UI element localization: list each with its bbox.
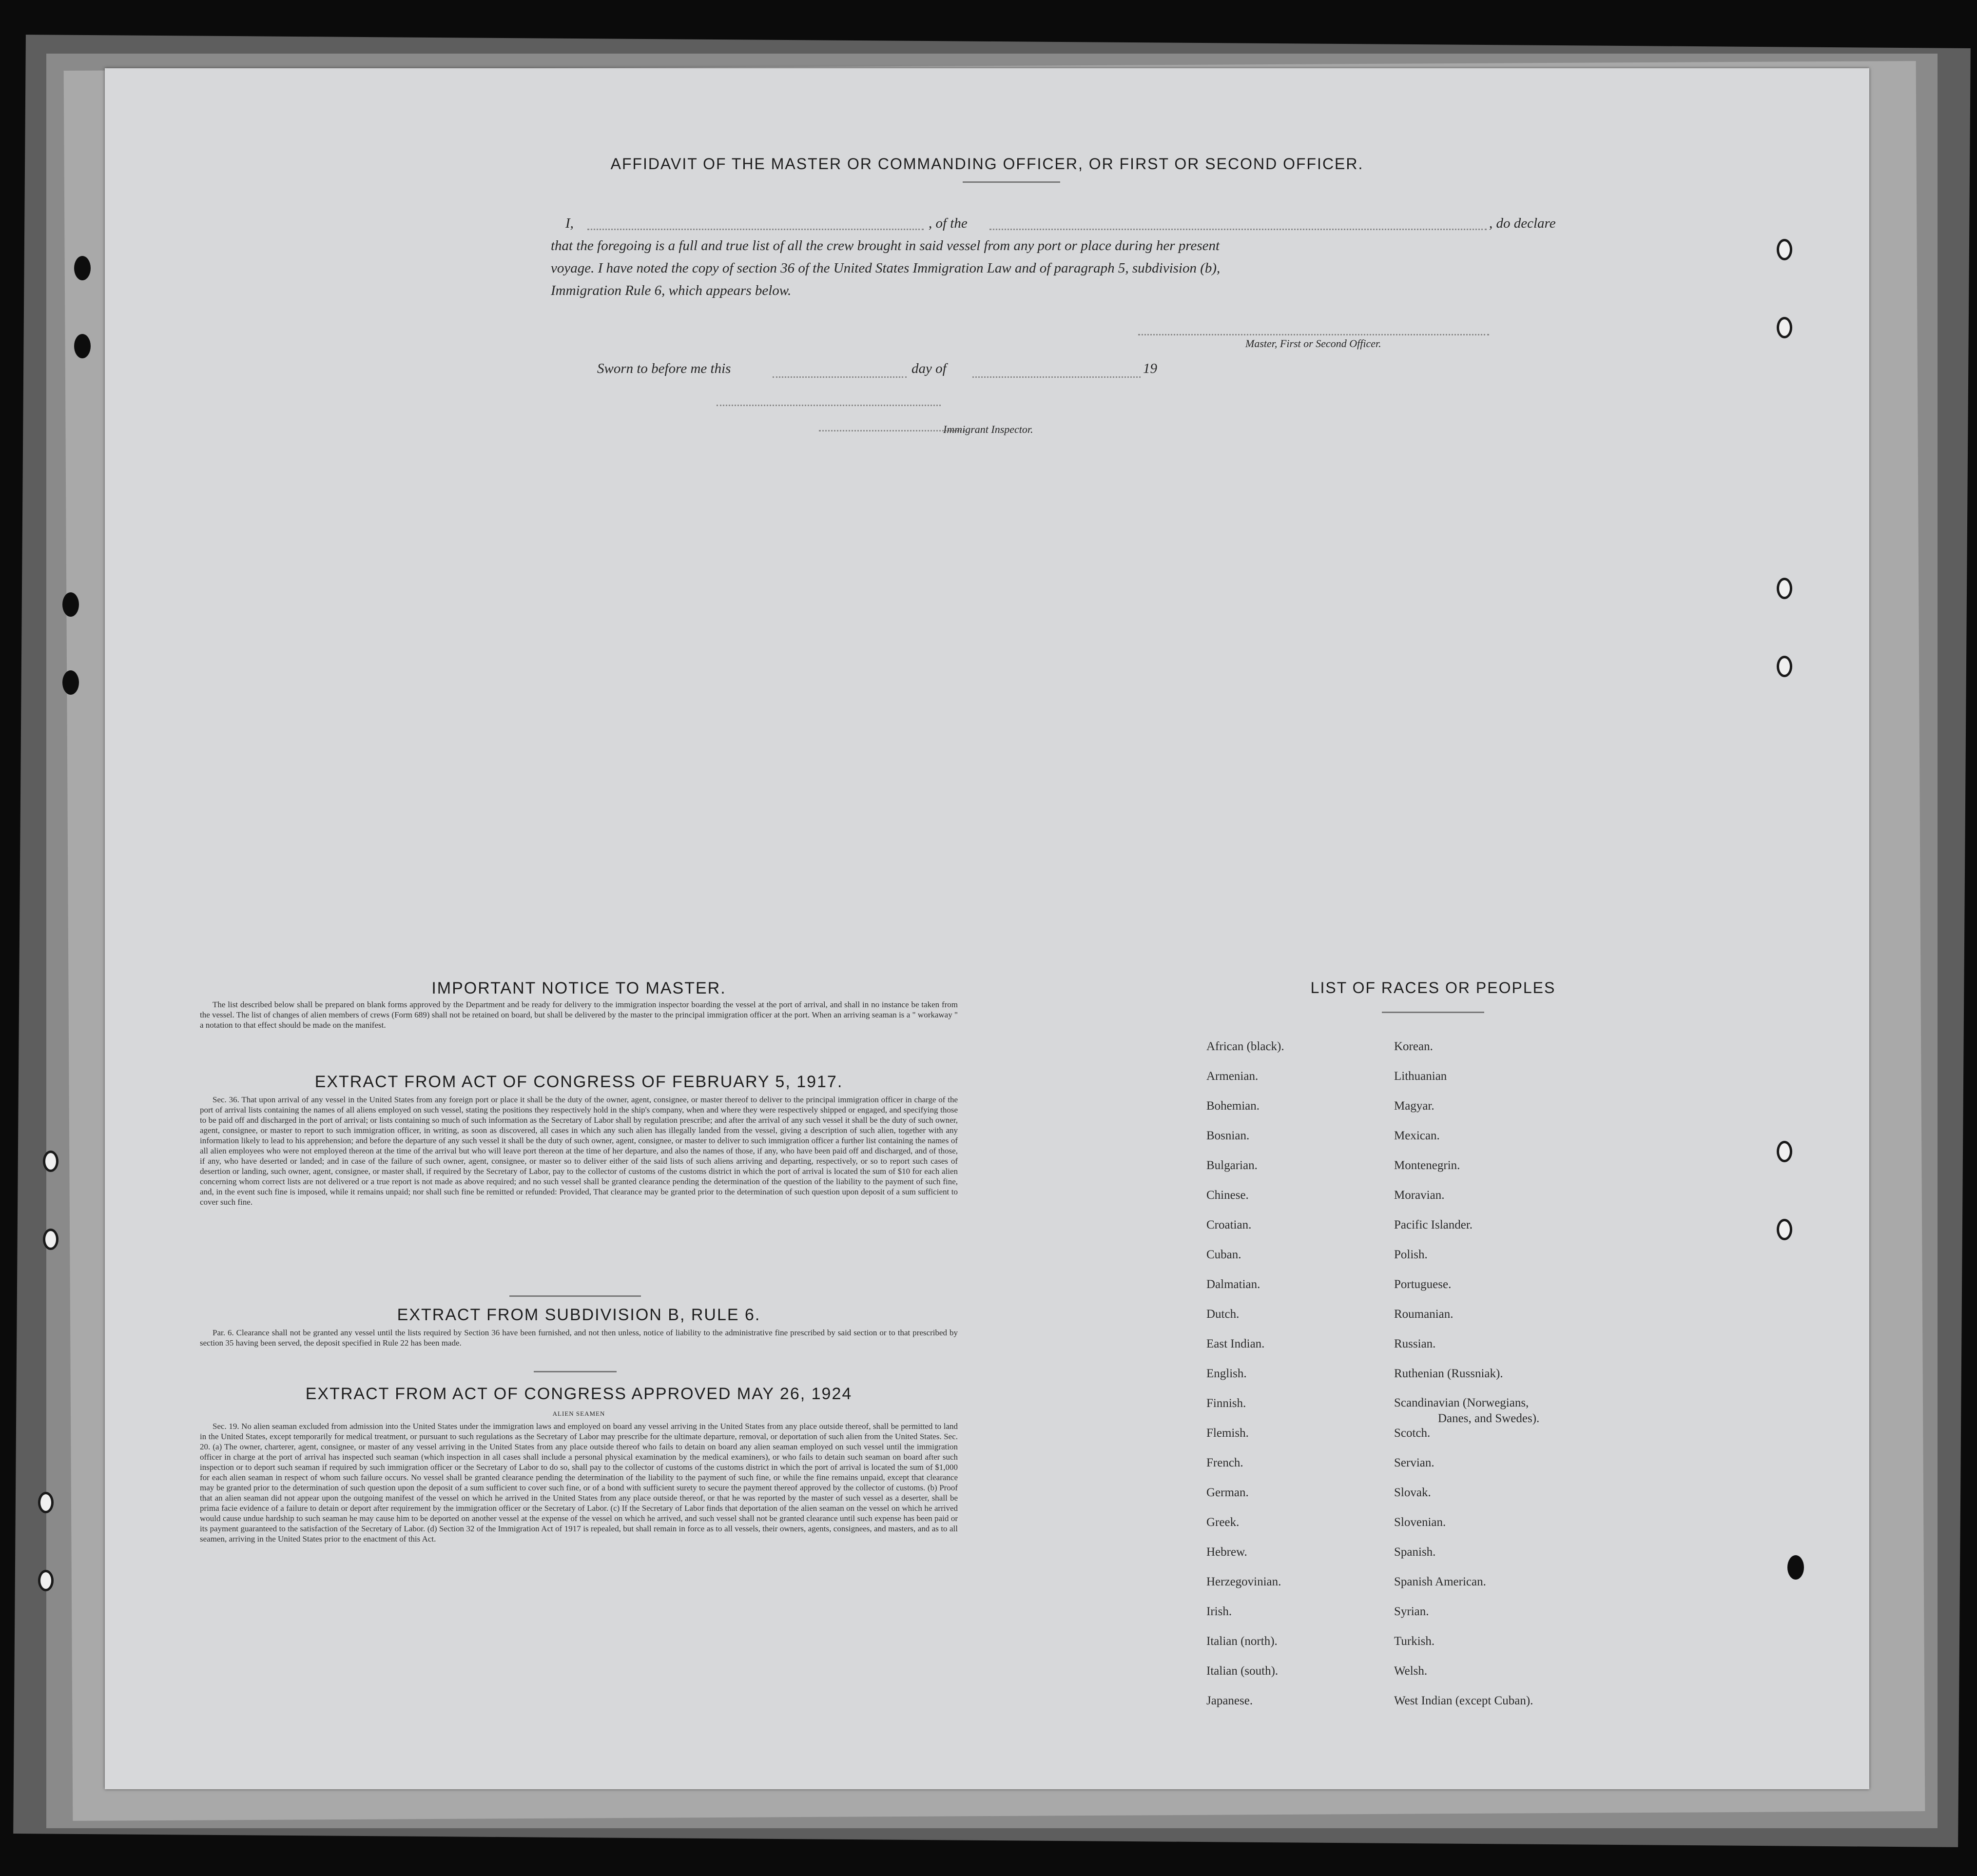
- race-item-multiline: [1394, 1388, 1540, 1425]
- race-item: Pacific Islander.: [1394, 1218, 1473, 1231]
- punch-hole: [1777, 578, 1792, 599]
- divider: [963, 181, 1060, 183]
- race-item: Lithuanian: [1394, 1070, 1447, 1083]
- race-item: Italian (south).: [1206, 1664, 1279, 1678]
- race-item: Dutch.: [1206, 1308, 1240, 1321]
- notice-body: The list described below shall be prepared on blank forms approved by the Department and be ready for delivery to the immigration inspector boarding the vessel at the port of arrival, and shall in no instance be taken from the vessel. The list of changes of alien members of crews (Form 689) shall not be retained on board, but shall be delivered by the master to the principal immigration officer at the port. When an arriving seaman is a " workaway " a notation to that effect should be made on the manifest.: [200, 1000, 958, 1030]
- affidavit-line3: voyage. I have noted the copy of section 36 of the United States Immigration Law and of paragraph 5, subdivision (b),: [551, 260, 1221, 276]
- race-item: Finnish.: [1206, 1397, 1246, 1410]
- affidavit-line2: that the foregoing is a full and true list of all the crew brought in said vessel from any port or place during her present: [551, 238, 1220, 254]
- race-item: Welsh.: [1394, 1664, 1428, 1678]
- race-item: African (black).: [1206, 1040, 1284, 1053]
- races-heading: LIST OF RACES OR PEOPLES: [1310, 979, 1556, 997]
- master-label: Master, First or Second Officer.: [1245, 337, 1381, 350]
- race-item: German.: [1206, 1486, 1249, 1499]
- race-item: Spanish American.: [1394, 1575, 1486, 1588]
- affidavit-line1-c: , do declare: [1489, 215, 1556, 231]
- race-item: Polish.: [1394, 1248, 1428, 1261]
- sworn-line: [551, 361, 1184, 380]
- race-item: Roumanian.: [1394, 1308, 1454, 1321]
- sworn-text-a: Sworn to before me this: [597, 361, 731, 376]
- extract-rule6-heading: EXTRACT FROM SUBDIVISION B, RULE 6.: [397, 1306, 761, 1324]
- extract-1924-body: Sec. 19. No alien seaman excluded from admission into the United States under the immigration laws and employed on board any vessel arriving in the United States from any place outside thereof, shall be permitted to land in the United States, except temporarily for medical treatment, or pursuant to such regulations as the Secretary of Labor may prescribe for the ultimate departure, removal, or deportation of such alien from the United States. Sec. 20. (a) The owner, charterer, agent, consignee, or master of any vessel arriving in the United States from any place outside thereof who fails to detain on board any alien seaman employed on such vessel until the immigration officer in charge at the port of arrival has inspected such seaman (which inspection in all cases shall include a personal physical examination by the medical examiners), or who fails to detain such seaman on board after such inspection or to deport such seaman if required by such immigration officer or the Secretary of Labor to do so, shall pay to the collector of customs of the customs district in which the port of arrival is located the sum of $1,000 for each alien seaman in respect of whom such failure occurs. No vessel shall be granted clearance pending the determination of the liability to the payment of such fine, or while the fine remains unpaid, except that clearance may be granted prior to the determination of such question upon the deposit of a sum sufficient to cover such fine, or of a bond with sufficient surety to secure the payment thereof approved by the collector of customs. (b) Proof that an alien seaman did not appear upon the outgoing manifest of the vessel on which he arrived in the United States from any place outside thereof, or that he was reported by the master of such vessel as a deserter, shall be prima facie evidence of a failure to detain or deport after requirement by the immigration officer or the Secretary of Labor. (c) If the Secretary of Labor finds that deportation of the alien seaman on the vessel on which he arrived would cause undue hardship to such seaman he may cause him to be deported on another vessel at the expense of the vessel on which he arrived, and such vessel shall not be granted clearance until such expense has been paid or its payment guaranteed to the satisfaction of the Secretary of Labor. (d) Section 32 of the Immigration Act of 1917 is repealed, but shall remain in force as to all vessels, their owners, agents, consignees, and masters, and as to all seamen, arriving in the United States prior to the enactment of this Act.: [200, 1422, 958, 1544]
- race-item: Bohemian.: [1206, 1099, 1260, 1113]
- punch-hole: [1777, 656, 1792, 677]
- race-item: Italian (north).: [1206, 1635, 1278, 1648]
- race-item: Irish.: [1206, 1605, 1232, 1618]
- race-item: Slovak.: [1394, 1486, 1431, 1499]
- binder-hole: [74, 334, 91, 358]
- divider: [534, 1371, 617, 1372]
- extract-rule6-body: Par. 6. Clearance shall not be granted any vessel until the lists required by Section 36 have been furnished, and not then unless, notice of liability to the administrative fine prescribed by said section or to that prescribed by section 35 having been served, the deposit specified in Rule 22 has been made.: [200, 1328, 958, 1348]
- affidavit-line4: Immigration Rule 6, which appears below.: [551, 283, 792, 298]
- binder-hole: [43, 1151, 58, 1172]
- punch-hole: [1787, 1555, 1804, 1580]
- divider: [1382, 1012, 1484, 1013]
- race-item: Slovenian.: [1394, 1516, 1446, 1529]
- notice-heading: IMPORTANT NOTICE TO MASTER.: [431, 979, 726, 997]
- race-item: Chinese.: [1206, 1189, 1249, 1202]
- punch-hole: [1777, 1141, 1792, 1162]
- race-item: Dalmatian.: [1206, 1278, 1260, 1291]
- races-col-2: [1394, 1032, 1539, 1716]
- binder-hole: [38, 1570, 54, 1591]
- inspector-label: Immigrant Inspector.: [943, 423, 1033, 435]
- race-item: Herzegovinian.: [1206, 1575, 1281, 1588]
- race-item: Armenian.: [1206, 1070, 1259, 1083]
- race-item: Greek.: [1206, 1516, 1240, 1529]
- race-item: Bosnian.: [1206, 1129, 1250, 1142]
- race-item: Turkish.: [1394, 1635, 1435, 1648]
- seal-line: [717, 405, 941, 406]
- affidavit-line1-a: I,: [565, 215, 574, 231]
- master-signature-field[interactable]: [1138, 334, 1489, 335]
- binder-hole: [38, 1492, 54, 1513]
- race-item: Bulgarian.: [1206, 1159, 1258, 1172]
- affidavit-text: [551, 212, 1579, 302]
- race-item: English.: [1206, 1367, 1247, 1380]
- race-item: Cuban.: [1206, 1248, 1241, 1261]
- race-item: East Indian.: [1206, 1337, 1265, 1350]
- binder-hole: [62, 592, 79, 617]
- race-item: West Indian (except Cuban).: [1394, 1694, 1533, 1707]
- extract-1917-body: Sec. 36. That upon arrival of any vessel in the United States from any foreign port or place it shall be the duty of the owner, agent, consignee, or master thereof to deliver to the principal immigration officer in charge of the port of arrival lists containing the names of all aliens employed on such vessel, stating the positions they respectively hold in the ship's company, when and where they were respectively shipped or engaged, and specifying those to be paid off and discharged in the port of arrival; or lists containing so much of such information as the Secretary of Labor shall by regulation prescribe; and after the arrival of any such vessel it shall be the duty of such owner, agent, consignee, or master to report to such immigration officer, in writing, as soon as discovered, all cases in which any such alien has illegally landed from the vessel, giving a description of such alien, together with any information likely to lead to his apprehension; and before the departure of any such vessel it shall be the duty of such owner, agent, consignee, or master to deliver to such immigration officer a further list containing the names of all alien employees who were not employed thereon at the time of the arrival but who will leave port thereon at the time of her departure, and also the names of those, if any, who have been paid off and discharged, and of those, if any, who have deserted or landed; and in case of the failure of such owner, agent, consignee, or master so to deliver either of the said lists of such aliens arriving and departing, respectively, or so to report such cases of desertion or landing, such owner, agent, consignee, or master shall, if required by the Secretary of Labor, pay to the collector of customs of the customs district in which the port of arrival is located the sum of $10 for each alien concerning whom correct lists are not delivered or a true report is not made as above required; and no such vessel shall be granted clearance pending the determination of the question of the liability to the payment of such fine, and, in the event such fine is imposed, while it remains unpaid; nor shall such fine be remitted or refunded: Provided, That clearance may be granted prior to the determination of such question upon deposit of a sum sufficient to cover such fine.: [200, 1095, 958, 1207]
- race-item: Mexican.: [1394, 1129, 1440, 1142]
- race-item-continuation: Danes, and Swedes).: [1438, 1412, 1540, 1425]
- binder-hole: [62, 670, 79, 695]
- form-page: [105, 68, 1869, 1789]
- race-item: French.: [1206, 1456, 1243, 1469]
- extract-1924-subheading: ALIEN SEAMEN: [552, 1410, 605, 1417]
- sworn-month-field[interactable]: [972, 376, 1141, 378]
- punch-hole: [1777, 239, 1792, 260]
- race-item: Ruthenian (Russniak).: [1394, 1367, 1503, 1380]
- race-item: Spanish.: [1394, 1545, 1436, 1559]
- binder-hole: [43, 1229, 58, 1250]
- extract-1917-heading: EXTRACT FROM ACT OF CONGRESS OF FEBRUARY 5, 1917.: [314, 1073, 843, 1091]
- race-item: Moravian.: [1394, 1189, 1445, 1202]
- name-field[interactable]: [587, 229, 924, 230]
- race-item: Croatian.: [1206, 1218, 1252, 1231]
- race-item: Hebrew.: [1206, 1545, 1247, 1559]
- divider: [509, 1295, 641, 1297]
- sworn-text-b: day of: [911, 361, 947, 376]
- affidavit-heading: AFFIDAVIT OF THE MASTER OR COMMANDING OFFICER, OR FIRST OR SECOND OFFICER.: [610, 155, 1364, 173]
- race-item: Flemish.: [1206, 1427, 1249, 1440]
- race-item: Montenegrin.: [1394, 1159, 1460, 1172]
- punch-hole: [1777, 317, 1792, 338]
- race-item: Magyar.: [1394, 1099, 1434, 1113]
- vessel-field[interactable]: [989, 229, 1487, 230]
- race-item: Syrian.: [1394, 1605, 1429, 1618]
- race-item: Russian.: [1394, 1337, 1436, 1350]
- punch-hole: [1777, 1219, 1792, 1240]
- race-item: Scandinavian (Norwegians,: [1394, 1396, 1529, 1409]
- race-item: Korean.: [1394, 1040, 1433, 1053]
- race-item: Scotch.: [1394, 1427, 1431, 1440]
- races-col-1: [1206, 1032, 1284, 1716]
- sworn-day-field[interactable]: [773, 376, 907, 378]
- sworn-text-c: 19: [1143, 361, 1157, 376]
- binder-hole: [74, 256, 91, 280]
- race-item: Portuguese.: [1394, 1278, 1452, 1291]
- affidavit-line1-b: , of the: [929, 215, 968, 231]
- race-item: Japanese.: [1206, 1694, 1253, 1707]
- race-item: Servian.: [1394, 1456, 1434, 1469]
- extract-1924-heading: EXTRACT FROM ACT OF CONGRESS APPROVED MAY 26, 1924: [305, 1385, 853, 1403]
